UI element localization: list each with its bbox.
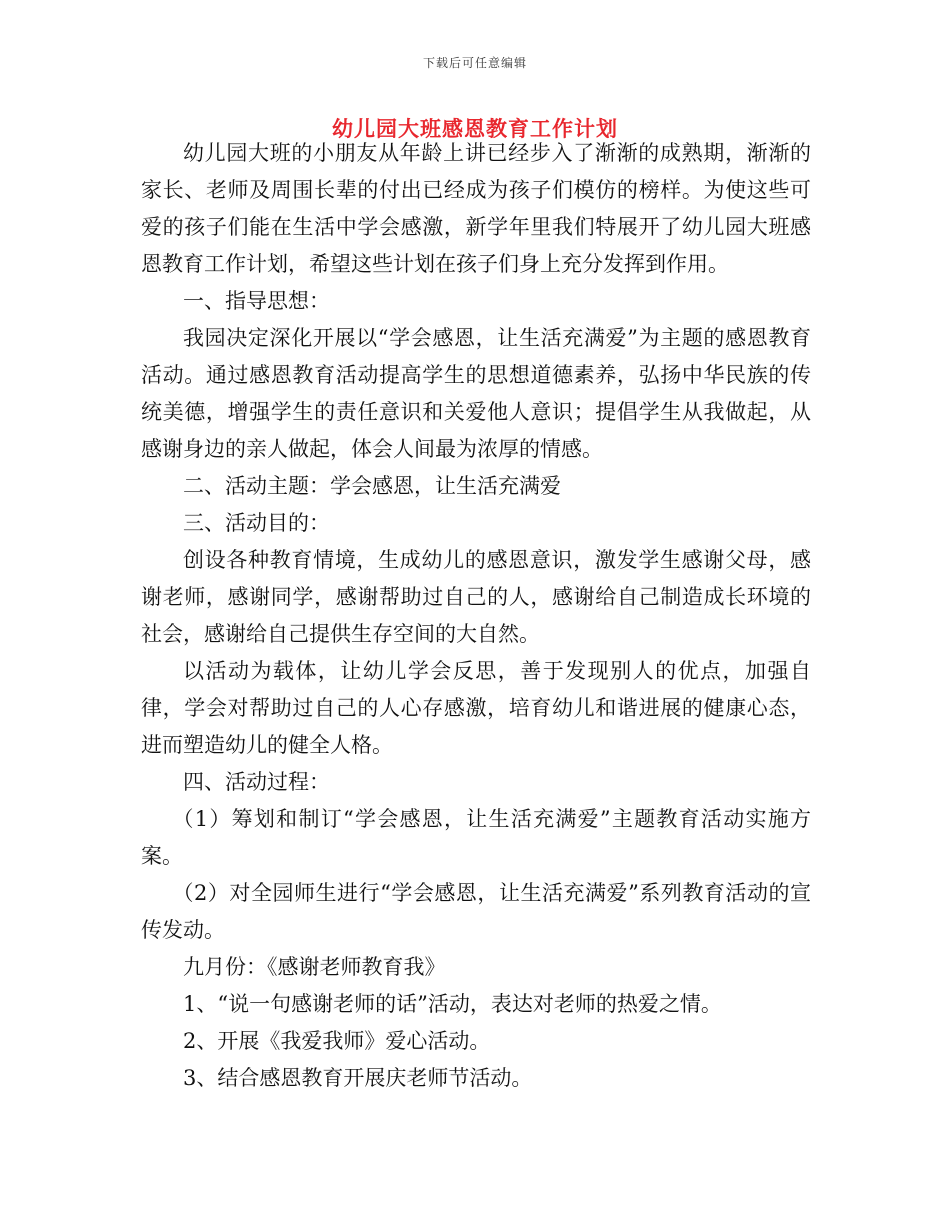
- heading-september: 九月份：《感谢老师教育我》: [183, 955, 446, 979]
- list-item-3: 3、结合感恩教育开展庆老师节活动。: [183, 1066, 533, 1090]
- document-title: 幼儿园大班感恩教育工作计划: [332, 116, 618, 141]
- heading-activity-theme: 二、活动主题：学会感恩，让生活充满爱: [183, 474, 561, 498]
- paragraph-intro: 幼儿园大班的小朋友从年龄上讲已经步入了渐渐的成熟期，渐渐的家长、老师及周围长辈的付出已经成为孩子们模仿的榜样。为使这些可爱的孩子们能在生活中学会感激，新学年里我们特展开了幼儿园大班感恩教育工作计划，希望这些计划在孩子们身上充分发挥到作用。: [141, 141, 811, 276]
- heading-guiding-ideology: 一、指导思想：: [183, 289, 330, 313]
- paragraph-purpose-1: 创设各种教育情境，生成幼儿的感恩意识，激发学生感谢父母，感谢老师，感谢同学，感谢帮助过自己的人，感谢给自己制造成长环境的社会，感谢给自己提供生存空间的大自然。: [141, 548, 811, 646]
- paragraph-process-1: （1）筹划和制订“学会感恩，让生活充满爱”主题教育活动实施方案。: [141, 807, 811, 868]
- list-item-2: 2、开展《我爱我师》爱心活动。: [183, 1029, 491, 1053]
- heading-activity-process: 四、活动过程：: [183, 770, 330, 794]
- list-item-1: 1、“说一句感谢老师的话”活动，表达对老师的热爱之情。: [183, 992, 722, 1016]
- paragraph-guiding-ideology: 我园决定深化开展以“学会感恩，让生活充满爱”为主题的感恩教育活动。通过感恩教育活动提高学生的思想道德素养，弘扬中华民族的传统美德，增强学生的责任意识和关爱他人意识；提倡学生从我做起，从感谢身边的亲人做起，体会人间最为浓厚的情感。: [141, 326, 811, 461]
- header-note: 下载后可任意编辑: [422, 56, 527, 70]
- paragraph-process-2: （2）对全园师生进行“学会感恩，让生活充满爱”系列教育活动的宣传发动。: [141, 881, 811, 942]
- paragraph-purpose-2: 以活动为载体，让幼儿学会反思，善于发现别人的优点，加强自律，学会对帮助过自己的人心存感激，培育幼儿和谐进展的健康心态，进而塑造幼儿的健全人格。: [141, 659, 811, 757]
- heading-activity-purpose: 三、活动目的：: [183, 511, 330, 535]
- document-body: [141, 135, 811, 1097]
